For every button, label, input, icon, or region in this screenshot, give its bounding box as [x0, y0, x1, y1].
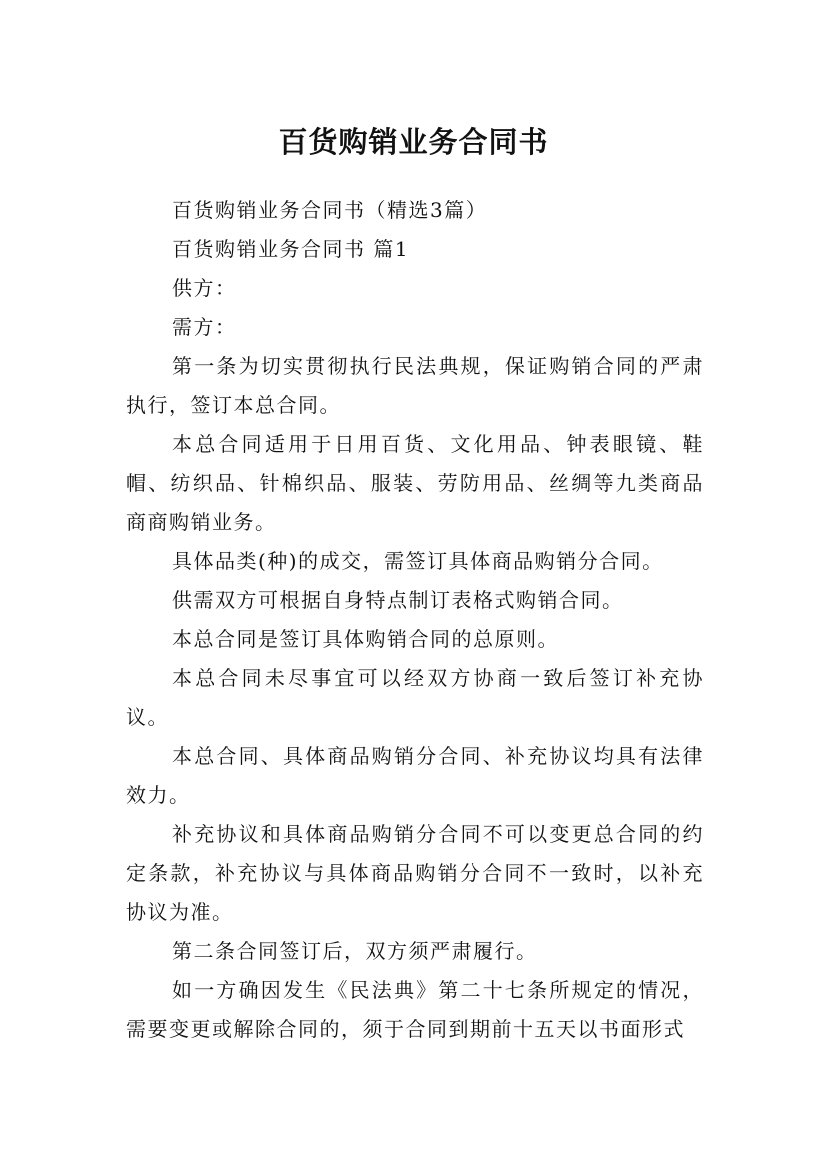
paragraph-legal-effect: 本总合同、具体商品购销分合同、补充协议均具有法律效力。 — [126, 744, 704, 807]
document-body — [126, 191, 704, 1049]
paragraph-supplier: 供方： — [172, 276, 237, 300]
paragraph-change-termination: 如一方确因发生《民法典》第二十七条所规定的情况，需要变更或解除合同的，须于合同到期前十五天以书面形式 — [126, 978, 704, 1041]
paragraph-article-1: 第一条为切实贯彻执行民法典规，保证购销合同的严肃执行，签订本总合同。 — [126, 354, 704, 417]
paragraph-part-heading: 百货购销业务合同书 篇1 — [172, 237, 410, 261]
paragraph-subtitle: 百货购销业务合同书（精选3篇） — [172, 198, 488, 222]
paragraph-sub-contract: 具体品类(种)的成交，需签订具体商品购销分合同。 — [172, 549, 664, 573]
paragraph-buyer: 需方： — [172, 315, 237, 339]
paragraph-supplement: 本总合同未尽事宜可以经双方协商一致后签订补充协议。 — [126, 666, 704, 729]
paragraph-article-2: 第二条合同签订后，双方须严肃履行。 — [172, 939, 538, 963]
paragraph-scope: 本总合同适用于日用百货、文化用品、钟表眼镜、鞋帽、纺织品、针棉织品、服装、劳防用品、丝绸等九类商品商商购销业务。 — [126, 432, 704, 534]
paragraph-table-contract: 供需双方可根据自身特点制订表格式购销合同。 — [172, 588, 624, 612]
paragraph-principle: 本总合同是签订具体购销合同的总原则。 — [172, 627, 559, 651]
document-title: 百货购销业务合同书 — [278, 125, 549, 160]
paragraph-precedence: 补充协议和具体商品购销分合同不可以变更总合同的约定条款，补充协议与具体商品购销分合同不一致时，以补充协议为准。 — [126, 822, 704, 924]
